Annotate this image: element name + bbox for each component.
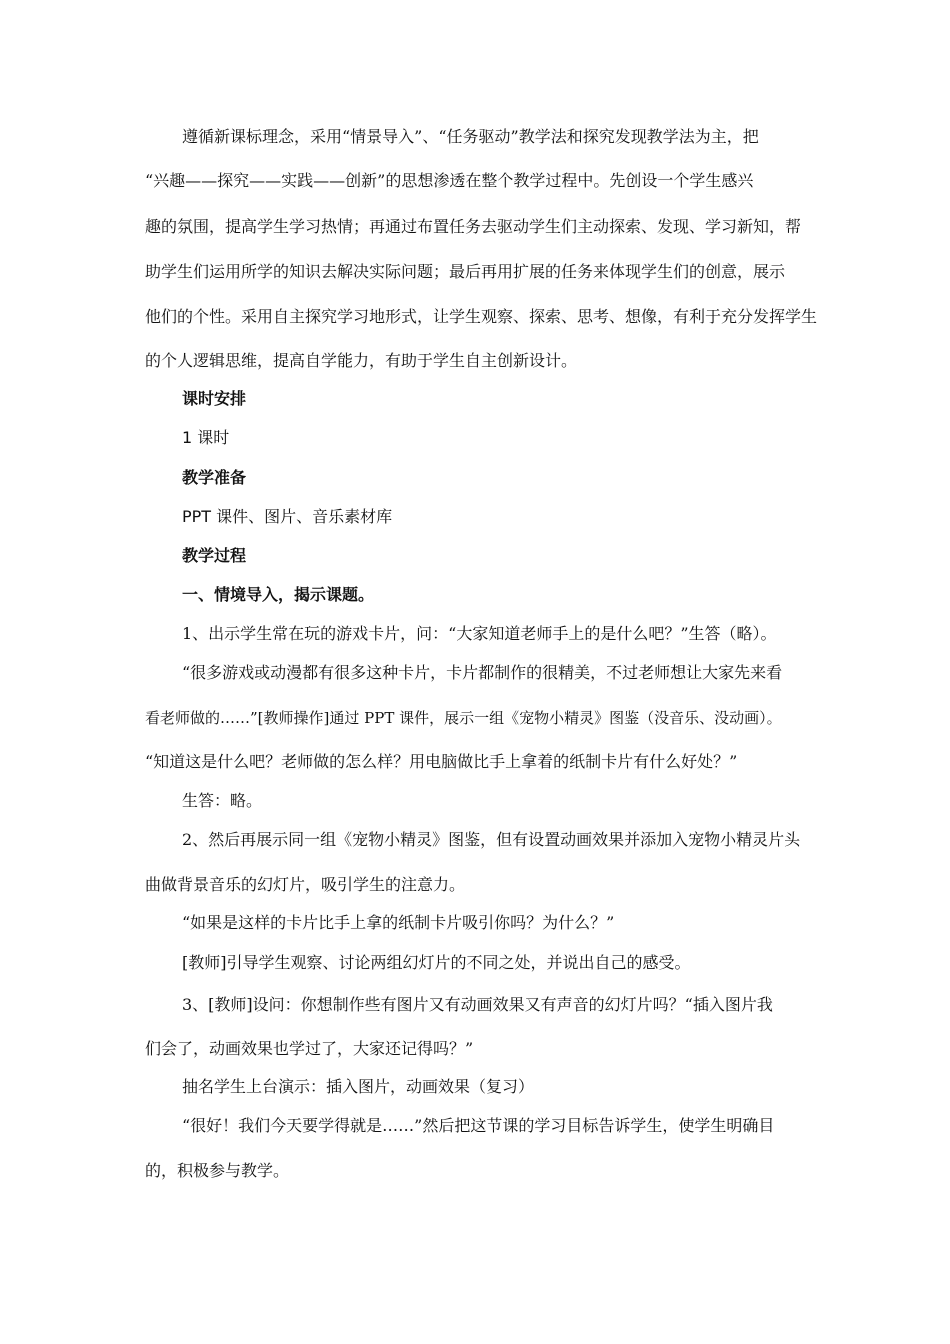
process-line: “如果是这样的卡片比手上拿的纸制卡片吸引你吗？为什么？” (182, 913, 615, 932)
process-line: 2、然后再展示同一组《宠物小精灵》图鉴，但有设置动画效果并添加入宠物小精灵片头 (182, 830, 801, 849)
intro-line: 他们的个性。采用自主探究学习地形式，让学生观察、探索、思考、想像，有利于充分发挥学生 (145, 307, 818, 326)
intro-line: 遵循新课标理念，采用“情景导入”、“任务驱动”教学法和探究发现教学法为主，把 (182, 127, 759, 146)
intro-line: “兴趣——探究——实践——创新”的思想渗透在整个教学过程中。先创设一个学生感兴 (145, 171, 754, 190)
intro-line: 趣的氛围，提高学生学习热情；再通过布置任务去驱动学生们主动探索、发现、学习新知，帮 (145, 217, 802, 236)
preparation-heading: 教学准备 (182, 468, 247, 487)
process-line: 的，积极参与教学。 (145, 1161, 290, 1180)
intro-line: 助学生们运用所学的知识去解决实际问题；最后再用扩展的任务来体现学生们的创意，展示 (145, 262, 786, 281)
process-line: 曲做背景音乐的幻灯片，吸引学生的注意力。 (145, 875, 466, 894)
process-line: [教师]引导学生观察、讨论两组幻灯片的不同之处，并说出自己的感受。 (182, 953, 691, 972)
process-line: 3、[教师]设问：你想制作些有图片又有动画效果又有声音的幻灯片吗？“插入图片我 (182, 995, 773, 1014)
process-line: “很多游戏或动漫都有很多这种卡片，卡片都制作的很精美，不过老师想让大家先来看 (182, 663, 783, 682)
process-line: 抽名学生上台演示：插入图片，动画效果（复习） (182, 1077, 535, 1096)
preparation-value: PPT 课件、图片、音乐素材库 (182, 507, 393, 526)
process-line: “很好！我们今天要学得就是……”然后把这节课的学习目标告诉学生，使学生明确目 (182, 1116, 775, 1135)
schedule-value: 1 课时 (182, 428, 230, 447)
process-heading: 教学过程 (182, 546, 247, 565)
intro-line: 的个人逻辑思维，提高自学能力，有助于学生自主创新设计。 (145, 351, 578, 370)
section-heading: 一、情境导入，揭示课题。 (182, 585, 375, 604)
process-line: “知道这是什么吧？老师做的怎么样？用电脑做比手上拿着的纸制卡片有什么好处？” (145, 752, 738, 771)
process-line: 1、出示学生常在玩的游戏卡片，问：“大家知道老师手上的是什么吧？”生答（略）。 (182, 624, 777, 643)
schedule-heading: 课时安排 (182, 389, 247, 408)
process-line: 看老师做的……”[教师操作]通过 PPT 课件，展示一组《宠物小精灵》图鉴（没音乐、没动画）。 (145, 709, 782, 727)
process-line: 们会了，动画效果也学过了，大家还记得吗？” (145, 1039, 474, 1058)
process-line: 生答：略。 (182, 791, 263, 810)
